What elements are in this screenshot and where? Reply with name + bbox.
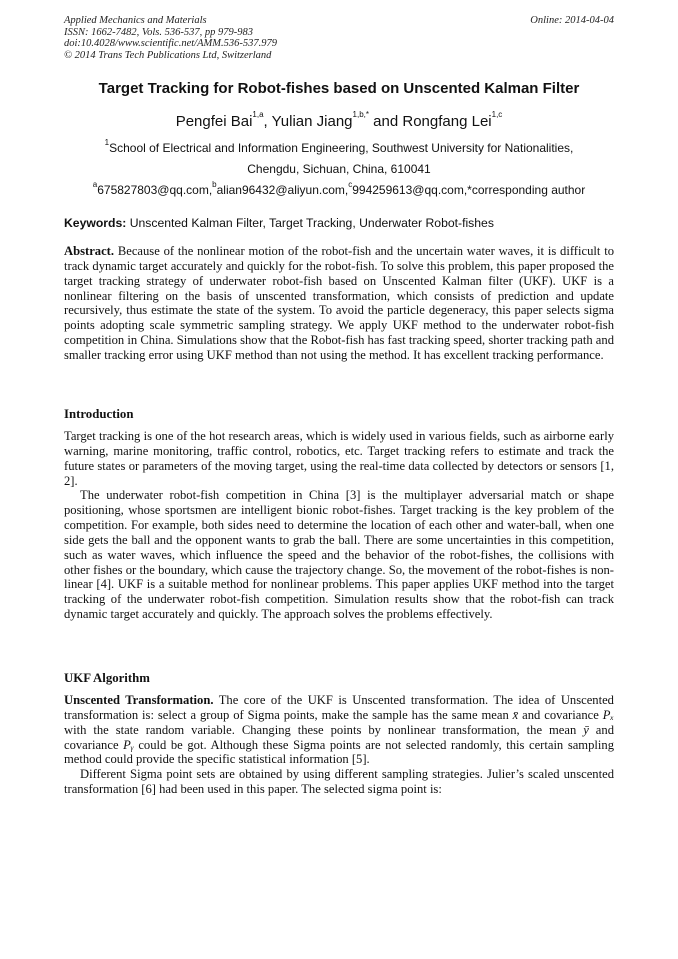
author-sup: 1,b,*: [352, 110, 369, 119]
paragraph: [64, 693, 614, 767]
abstract-label: Abstract.: [64, 244, 115, 258]
paragraph: Different Sigma point sets are obtained by using different sampling strategies. Julier’s scaled unscented transformation [6] had been used in this paper. The selected sigma point is:: [64, 767, 614, 797]
email-sup: b: [212, 180, 217, 189]
journal-header: [64, 15, 277, 61]
author-name: Pengfei Bai: [175, 113, 253, 130]
author-sup: 1,a: [252, 110, 264, 119]
email-line: [0, 180, 678, 197]
affiliation-line-2: Chengdu, Sichuan, China, 610041: [247, 162, 431, 176]
keywords-text: Unscented Kalman Filter, Target Tracking, Underwater Robot-fishes: [126, 216, 494, 230]
email-sup: c: [348, 180, 353, 189]
text-run: could be got. Although these Sigma points are not selected randomly, this certain sampling method could provide the specific statistical information [5].: [64, 737, 614, 767]
issn-line: ISSN: 1662-7482, Vols. 536-537, pp 979-983: [64, 26, 253, 38]
email: 675827803@qq.com,: [97, 183, 213, 197]
subsection-label: Unscented Transformation.: [64, 693, 214, 707]
abstract-text: Because of the nonlinear motion of the robot-fish and the uncertain water waves, it is difficult to track dynamic target accurately and quickly for the robot-fish. To solve this problem, this paper proposed the target tracking strategy of underwater robot-fish based on Unscented Kalman filter (UKF). UKF is a nonlinear filtering on the basis of unscented transformation, which consists of prediction and update recursively, thus estimate the state of the system. To avoid the particle degeneracy, this paper selects sigma points adopting scale symmetric sampling strategy. We apply UKF method to the underwater robot-fish competition in China. Simulations show that the Robot-fish has fast tracking speed, shorter tracking path and smaller tracking error using UKF method than not using the method. It has excellent tracking performance.: [64, 244, 614, 362]
paper-title: Target Tracking for Robot-fishes based on Unscented Kalman Filter: [98, 80, 580, 97]
affiliation-line-1: [0, 138, 678, 155]
text-run: The core of the UKF is Unscented transformation. The idea of Unscented transformation is: select a group of Sigma points, make the sample has the same mean: [64, 693, 614, 722]
symbol-ybar: ȳ: [583, 722, 589, 737]
email-sup: a: [92, 180, 98, 189]
section-heading-ukf: UKF Algorithm: [64, 671, 150, 685]
ukf-body: [64, 693, 614, 797]
text-run: and covariance: [64, 722, 614, 752]
introduction-body: [64, 429, 614, 622]
keywords: [64, 216, 494, 230]
email: alian96432@aliyun.com,: [216, 183, 349, 197]
online-date: Online: 2014-04-04: [530, 15, 614, 26]
author-name: Yulian Jiang: [271, 113, 353, 130]
copyright-line: © 2014 Trans Tech Publications Ltd, Switzerland: [64, 49, 272, 61]
author-name: Rongfang Lei: [402, 113, 492, 130]
affiliation-sup: 1: [104, 138, 110, 147]
author-sup: 1,c: [491, 110, 503, 119]
symbol-px: Pₓ: [602, 707, 614, 722]
author-separator: ,: [263, 113, 272, 130]
doi-line: doi:10.4028/www.scientific.net/AMM.536-537.979: [64, 38, 277, 49]
text-run: with the state random variable. Changing these points by nonlinear transformation, the mean: [64, 722, 584, 737]
author-separator: and: [369, 113, 403, 130]
abstract: [64, 244, 614, 363]
affiliation-text: School of Electrical and Information Engineering, Southwest University for Nationalities,: [109, 141, 574, 155]
email: 994259613@qq.com,*corresponding author: [352, 183, 586, 197]
section-heading-introduction: Introduction: [64, 407, 134, 421]
keywords-label: Keywords:: [64, 216, 127, 230]
symbol-py: Pᵧ: [123, 737, 134, 752]
author-line: [0, 110, 678, 130]
paragraph: Target tracking is one of the hot research areas, which is widely used in various fields, such as airborne early warning, marine monitoring, traffic control, robotics, etc. Target tracking refers to estimate and track the future states or parameters of the moving target, using the real-time data collected by detectors or sensors [1, 2].: [64, 429, 614, 488]
symbol-xbar: x̄: [512, 707, 519, 722]
text-run: and covariance: [518, 707, 603, 722]
paragraph: The underwater robot-fish competition in China [3] is the multiplayer adversarial match or shape positioning, whose sportsmen are intelligent bionic robot-fishes. Target tracking is the key problem of the competition. For example, both sides need to determine the location of each other and water-ball, when one side gets the ball and the opponent wants to grab the ball. There are some uncertainties in this competition, such as water waves, which influence the speed and the behavior of the robot-fishes, the collisions with other fishes or the boundary, which cause the trajectory change. So, the movement of the robot-fishes is non-linear [4]. UKF is a suitable method for nonlinear problems. This paper applies UKF method into the target tracking of the underwater robot-fish competition. Simulation results show that the robot-fish can track dynamic target accurately and quickly. The approach solves the problems effectively.: [64, 488, 614, 622]
journal-name: Applied Mechanics and Materials: [64, 15, 207, 26]
